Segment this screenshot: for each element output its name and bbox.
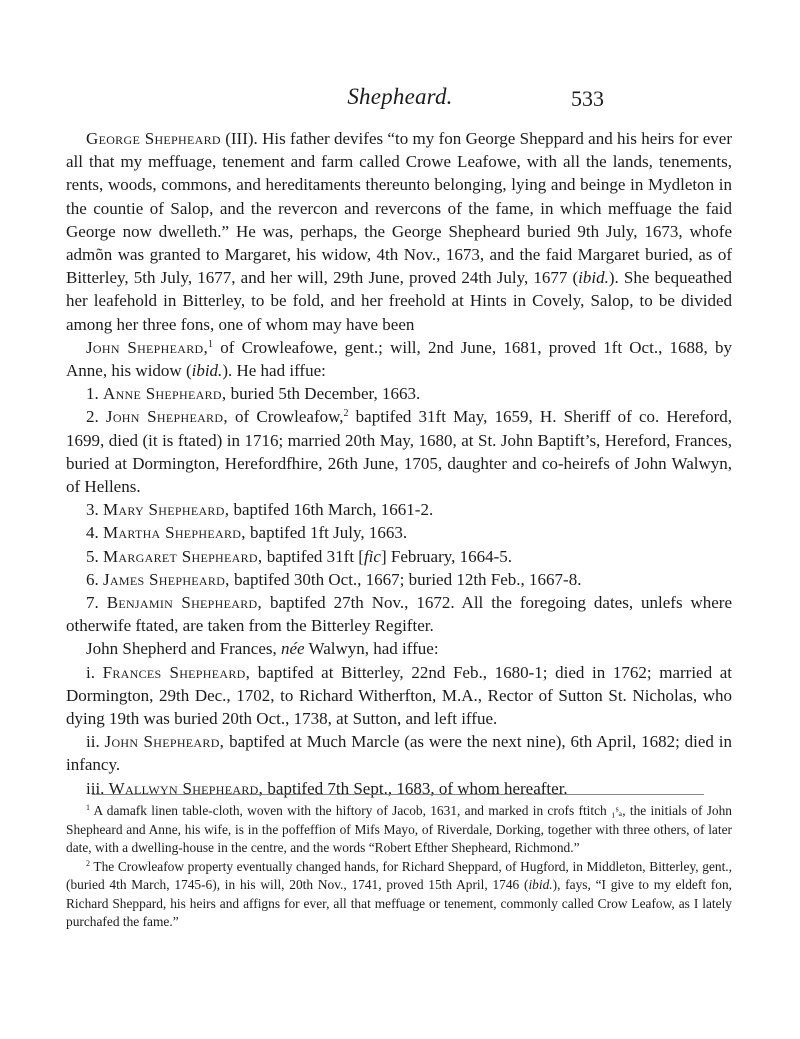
person-name: Anne Shepheard, [103,384,227,404]
person-name: Frances Shepheard, [102,662,251,682]
paragraph-text: (III). His father devifes “to my fon George Sheppard and his heirs for ever all that my meffuage, tenement and farm called Crowe Leafowe, with all the lands, tenements, rents, woods, commons, and hereditaments thereunto belonging, lying and beinge in Mydleton in the countie of Salop, and the revercon and revercons of the fame, in which meffuage the faid George now dwelleth.” He was, perhaps, the George Shepheard buried 9th July, 1673, whofe admõn was granted to Margaret, his widow, 4th Nov., 1673, and the faid Margaret buried, as of Bitterley, 5th July, 1677, and her will, 29th June, proved 24th July, 1677 ( [66,129,733,288]
list-item [66,498,732,521]
person-name: James Shepheard, [103,569,230,589]
footnote-ref: 2 [343,408,349,420]
page-number: 533 [571,86,604,111]
list-item [66,777,732,800]
footnote-ref: 1 [208,338,214,350]
person-name: Mary Shepheard, [103,500,230,520]
main-text [66,127,732,800]
person-name: Margaret Shepheard, [103,546,263,566]
item-text: baptifed 27th Nov., 1672. All the foregoing dates, unlefs where otherwife ftated, are taken from the Bitterley Regifter. [66,593,733,636]
person-name: John Shepheard, [105,407,228,427]
list-item [66,730,732,776]
item-number: 6. [86,569,99,589]
item-text: baptifed 7th Sept., 1683, of whom hereafter. [263,778,568,798]
list-item [66,568,732,591]
running-head [0,84,800,110]
paragraph-text: ). He had iffue: [222,361,326,381]
footnote-divider [92,794,704,795]
paragraph-text: John Shepherd and Frances, [86,639,281,659]
list-item [66,661,732,731]
item-text: ] February, 1664-5. [380,546,513,566]
footnote-text: The Crowleafow property eventually changed hands, for Richard Sheppard, of Hugford, in Middleton, Bitterley, gent., (buried 4th March, 1745-6), in his will, 20th Nov., 1741, proved 15th April, 1746 ( [66,858,732,892]
citation-ibid: ibid. [191,361,223,381]
person-name: Martha Shepheard, [103,523,246,543]
list-item [66,521,732,544]
citation-ibid: ibid. [578,268,609,288]
footnotes [66,802,732,932]
item-text: buried 5th December, 1663. [226,384,421,404]
item-number: 7. [86,593,99,613]
paragraph-text: ). She bequeathed her leafehold in Bitterley, to be fold, and her freehold at Hints in Covely, Salop, to be divided among her three fons, one of whom may have been [66,268,732,334]
paragraph-text: Walwyn, had iffue: [304,639,439,659]
paragraph-issue [66,637,732,660]
nee-word: née [281,639,305,659]
paragraph-john [66,336,732,382]
page-title: Shepheard. [347,84,453,109]
item-text: baptifed 31ft May, 1659, H. Sheriff of co. Hereford, 1699, died (it is ftated) in 1716; married 20th May, 1680, at St. John Baptift’s, Hereford, Frances, buried at Dormington, Herefordfhire, 26th June, 1705, daughter and co-heirefs of John Walwyn, of Hellens. [66,407,733,497]
person-name: George Shepheard [86,129,221,148]
person-name: John Shepheard, [86,337,209,357]
item-number: 1. [86,384,99,404]
item-number: 5. [86,546,99,566]
item-number: 3. [86,500,99,520]
list-item [66,591,732,637]
item-text: baptifed 30th Oct., 1667; buried 12th Feb., 1667-8. [229,569,582,589]
item-text: of Crowleafow, [227,407,344,427]
list-item [66,545,732,568]
paragraph-george [66,127,732,336]
item-number: i. [86,662,95,682]
sic-mark: fic [363,546,381,566]
footnote-text: A damafk linen table-cloth, woven with the hiftory of Jacob, 1631, and marked in crofs ftitch ₁ˢₐ, the initials of John Shepheard and Anne, his wife, is in the poffeffion of Mifs Mayo, of Riverdale, Dorking, together with three others, of later date, with a dwelling-house in the centre, and the words “Robert Efther Shepheard, Richmond.” [66,803,732,855]
item-number: iii. [86,778,105,798]
footnote-mark: 2 [86,858,90,868]
paragraph-text: of Crowleafowe, gent.; will, 2nd June, 1681, proved 1ft Oct., 1688, by Anne, his widow ( [66,337,732,381]
item-text: baptifed at Bitterley, 22nd Feb., 1680-1; died in 1762; married at Dormington, 29th Dec., 1702, to Richard Witherfton, M.A., Rector of Sutton St. Nicholas, who dying 19th was buried 20th Oct., 1738, at Sutton, and left iffue. [66,662,733,729]
item-number: 2. [86,407,99,427]
item-text: baptifed 31ft [ [262,546,364,566]
footnote-2 [66,858,732,932]
footnote-text: ), fays, “I give to my eldeft fon, Richard Sheppard, his heirs and affigns for ever, all that meffuage or tenement, commonly called Crow Leafow, as I lately purchafed the fame.” [66,877,732,929]
footnote-mark: 1 [86,803,90,812]
person-name: John Shepheard, [104,732,225,752]
citation-ibid: ibid. [528,877,553,892]
footnote-1 [66,802,732,858]
item-number: ii. [86,732,100,752]
list-item [66,382,732,405]
item-number: 4. [86,523,99,543]
list-item [66,405,732,498]
item-text: baptifed 1ft July, 1663. [245,523,408,543]
person-name: Benjamin Shepheard, [106,593,263,613]
item-text: baptifed at Much Marcle (as were the next nine), 6th April, 1682; died in infancy. [66,732,732,775]
item-text: baptifed 16th March, 1661-2. [229,500,434,520]
person-name: Wallwyn Shepheard, [108,778,264,798]
